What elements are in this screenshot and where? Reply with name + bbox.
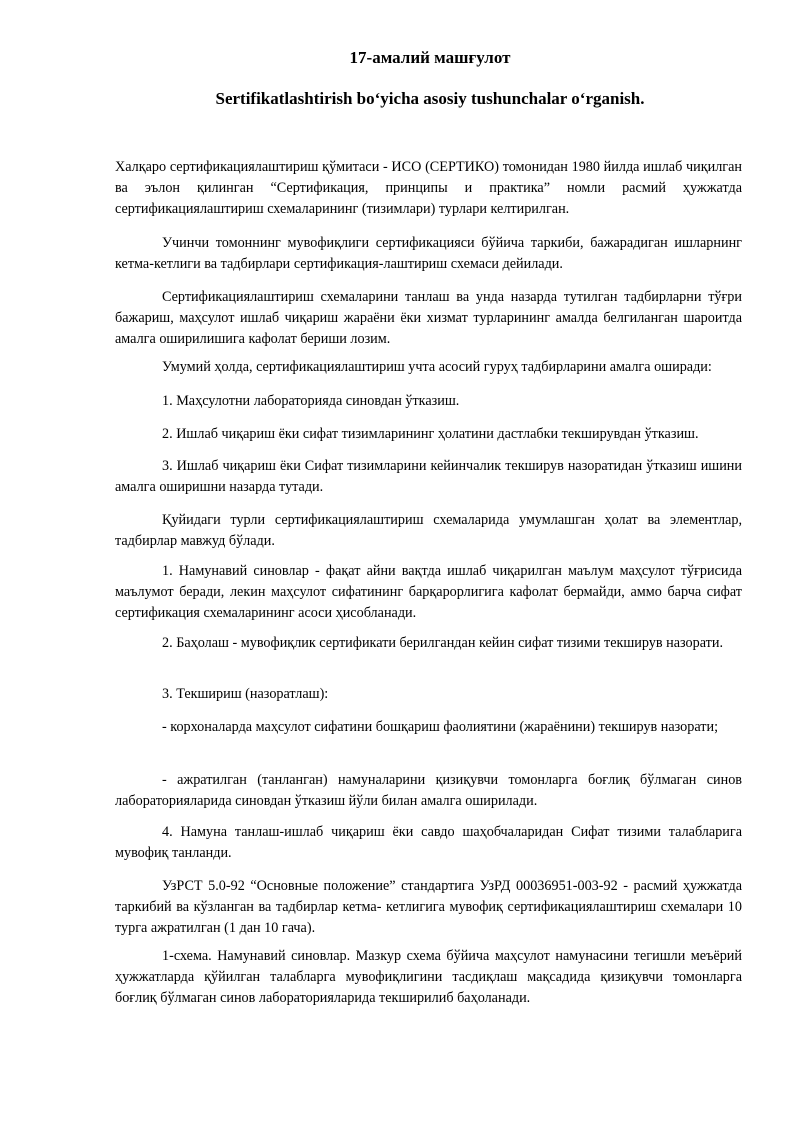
- list-item-3: 3. Ишлаб чиқариш ёки Сифат тизимларини кейинчалик текширув назоратидан ўтказиш ишини амалга оширишни назарда тутади.: [115, 458, 742, 495]
- list-item-evaluation: 2. Баҳолаш - мувофиқлик сертификати берилгандан кейин сифат тизими текширув назорати.: [162, 635, 724, 651]
- list-item-1: 1. Маҳсулотни лабораторияда синовдан ўтказиш.: [162, 393, 460, 409]
- list-item-2: 2. Ишлаб чиқариш ёки сифат тизимларининг ҳолатини дастлабки текширувдан ўтказиш.: [162, 426, 699, 442]
- paragraph-standard: УзРСТ 5.0-92 “Основные положение” стандартига УзРД 00036951-003-92 - расмий ҳужжатда таркибий ва кўзланган ва тадбирлар кетма- кетлигига мувофиқ сертификациялаштириш схемалари 10 турга ажратилган (1 дан 10 гача).: [115, 878, 742, 936]
- paragraph-scheme-selection: Сертификациялаштириш схемаларини танлаш ва унда назарда тутилган тадбирларни тўғри бажариш, маҳсулот ишлаб чиқариш жараёни ёки хизмат турларининг амалда белгиланган шароитда амалга оширилишига кафолат бериши лозим.: [115, 289, 742, 347]
- list-item-sampling: 4. Намуна танлаш-ишлаб чиқариш ёки савдо шаҳобчаларидан Сифат тизими талабларига мувофиқ танланди.: [115, 824, 742, 861]
- list-item-dash-2: - ажратилган (танланган) намуналарини қизиқувчи томонларга боғлиқ бўлмаган синов лабораторияларида синовдан ўтказиш йўли билан амалга оширилади.: [115, 772, 742, 809]
- document-title: 17-амалий машғулот: [349, 48, 511, 67]
- paragraph-elements: Қуйидаги турли сертификациялаштириш схемаларида умумлашган ҳолат ва элементлар, тадбирлар мавжуд бўлади.: [115, 512, 742, 549]
- paragraph-scheme-1: 1-схема. Намунавий синовлар. Мазкур схема бўйича маҳсулот намунасини тегишли меъёрий ҳужжатларда қўйилган талабларга мувофиқлигини тасдиқлаш мақсадида қизиқувчи томонларга боғлиқ бўлмаган синов лабораторияларида текширилиб баҳоланади.: [115, 948, 742, 1006]
- paragraph-definition: Учинчи томоннинг мувофиқлиги сертификацияси бўйича таркиби, бажарадиган ишларнинг кетма-кетлиги ва тадбирлари сертификация-лаштириш схемаси дейилади.: [115, 235, 742, 272]
- paragraph-intro: Халқаро сертификациялаштириш қўмитаси - ИСО (СЕРТИКО) томонидан 1980 йилда ишлаб чиқилган ва эълон қилинган “Сертификация, принципы и практика” номли расмий ҳужжатда сертификациялаштириш схемаларининг (тизимлари) турлари келтирилган.: [115, 159, 742, 217]
- list-item-sample-tests: 1. Намунавий синовлар - фақат айни вақтда ишлаб чиқарилган маълум маҳсулот тўғрисида маълумот беради, лекин маҳсулот сифатининг барқарорлигига кафолат бермайди, аммо барча сифат сертификация схемаларининг асоси ҳисобланади.: [115, 563, 742, 621]
- paragraph-three-groups: Умумий ҳолда, сертификациялаштириш учта асосий гуруҳ тадбирларини амалга оширади:: [162, 359, 712, 375]
- list-item-inspection: 3. Текшириш (назоратлаш):: [162, 686, 329, 702]
- list-item-dash-1: - корхоналарда маҳсулот сифатини бошқариш фаолиятини (жараёнини) текширув назорати;: [162, 719, 719, 735]
- document-subtitle: Sertifikatlashtirish bo‘yicha asosiy tushunchalar o‘rganish.: [215, 89, 645, 108]
